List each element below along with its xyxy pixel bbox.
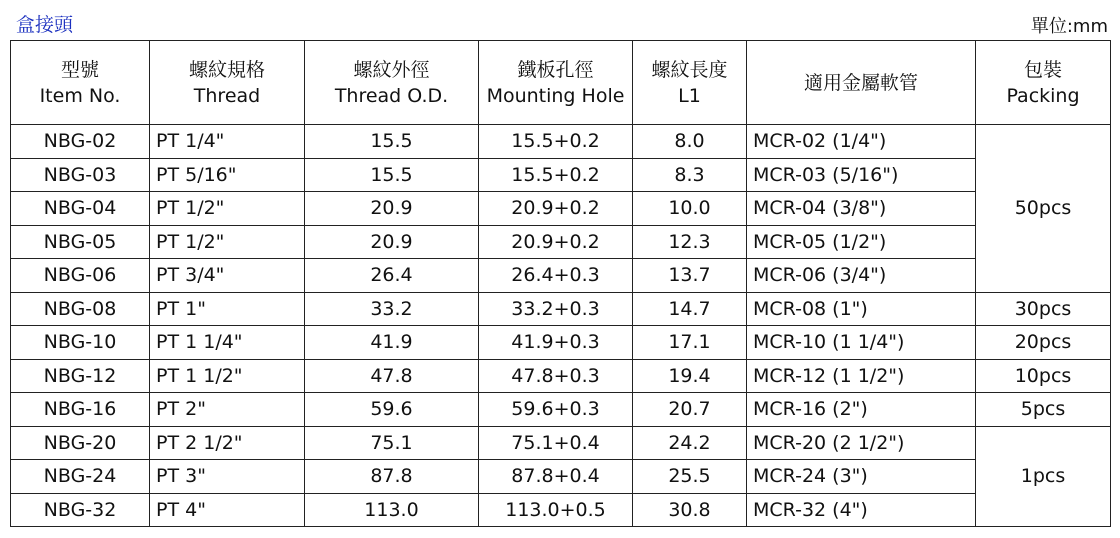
header-item-no-en: Item No. [39, 84, 121, 107]
unit-label: 單位:mm [1030, 16, 1108, 37]
cell-item-no: NBG-02 [11, 125, 150, 159]
cell-thread: PT 4" [150, 493, 305, 527]
header-packing-zh: 包裝 [1023, 58, 1062, 81]
cell-thread: PT 2 1/2" [150, 426, 305, 460]
table-row [11, 326, 1111, 360]
cell-l1: 14.7 [633, 292, 747, 326]
table-row [11, 460, 1111, 494]
cell-l1: 24.2 [633, 426, 747, 460]
table-row [11, 125, 1111, 159]
cell-thread: PT 2" [150, 393, 305, 427]
cell-l1: 8.3 [633, 158, 747, 192]
cell-thread-od: 15.5 [305, 125, 479, 159]
header-packing [976, 41, 1111, 125]
cell-item-no: NBG-16 [11, 393, 150, 427]
cell-hose: MCR-10 (1 1/4") [747, 326, 976, 360]
cell-thread-od: 20.9 [305, 225, 479, 259]
cell-l1: 10.0 [633, 192, 747, 226]
header-l1-zh: 螺紋長度 [651, 58, 728, 81]
cell-thread-od: 41.9 [305, 326, 479, 360]
cell-thread: PT 1" [150, 292, 305, 326]
cell-l1: 8.0 [633, 125, 747, 159]
table-row [11, 493, 1111, 527]
cell-mounting-hole: 113.0+0.5 [479, 493, 633, 527]
cell-mounting-hole: 87.8+0.4 [479, 460, 633, 494]
cell-item-no: NBG-06 [11, 259, 150, 293]
cell-thread-od: 20.9 [305, 192, 479, 226]
table-row [11, 359, 1111, 393]
cell-hose: MCR-20 (2 1/2") [747, 426, 976, 460]
cell-hose: MCR-24 (3") [747, 460, 976, 494]
cell-item-no: NBG-20 [11, 426, 150, 460]
cell-l1: 20.7 [633, 393, 747, 427]
table-row [11, 192, 1111, 226]
header-row [11, 41, 1111, 125]
cell-item-no: NBG-10 [11, 326, 150, 360]
header-thread-en: Thread [193, 84, 261, 107]
cell-thread-od: 15.5 [305, 158, 479, 192]
cell-packing: 20pcs [976, 326, 1111, 360]
cell-mounting-hole: 41.9+0.3 [479, 326, 633, 360]
cell-thread: PT 1 1/4" [150, 326, 305, 360]
header-packing-en: Packing [1006, 84, 1080, 107]
table-row [11, 292, 1111, 326]
cell-thread-od: 33.2 [305, 292, 479, 326]
cell-thread: PT 3" [150, 460, 305, 494]
cell-thread-od: 75.1 [305, 426, 479, 460]
cell-hose: MCR-32 (4") [747, 493, 976, 527]
cell-thread-od: 113.0 [305, 493, 479, 527]
header-hose-zh: 適用金屬軟管 [803, 71, 918, 94]
cell-l1: 25.5 [633, 460, 747, 494]
cell-mounting-hole: 59.6+0.3 [479, 393, 633, 427]
header-thread-od [305, 41, 479, 125]
cell-thread: PT 1 1/2" [150, 359, 305, 393]
cell-hose: MCR-08 (1") [747, 292, 976, 326]
cell-thread: PT 1/2" [150, 225, 305, 259]
header-mounting-hole-en: Mounting Hole [486, 84, 625, 107]
cell-thread: PT 1/4" [150, 125, 305, 159]
header-l1 [633, 41, 747, 125]
cell-thread-od: 26.4 [305, 259, 479, 293]
cell-item-no: NBG-04 [11, 192, 150, 226]
cell-thread: PT 1/2" [150, 192, 305, 226]
header-thread-zh: 螺紋規格 [188, 58, 265, 81]
cell-item-no: NBG-08 [11, 292, 150, 326]
cell-item-no: NBG-05 [11, 225, 150, 259]
cell-hose: MCR-03 (5/16") [747, 158, 976, 192]
cell-thread-od: 59.6 [305, 393, 479, 427]
cell-l1: 19.4 [633, 359, 747, 393]
table-row [11, 158, 1111, 192]
cell-l1: 30.8 [633, 493, 747, 527]
cell-hose: MCR-02 (1/4") [747, 125, 976, 159]
cell-hose: MCR-04 (3/8") [747, 192, 976, 226]
cell-packing: 10pcs [976, 359, 1111, 393]
header-thread [150, 41, 305, 125]
table-row [11, 426, 1111, 460]
cell-mounting-hole: 75.1+0.4 [479, 426, 633, 460]
cell-packing: 1pcs [976, 426, 1111, 527]
header-l1-en: L1 [678, 84, 701, 107]
page-title: 盒接頭 [16, 14, 74, 36]
cell-hose: MCR-12 (1 1/2") [747, 359, 976, 393]
header-thread-od-en: Thread O.D. [334, 84, 449, 107]
cell-l1: 12.3 [633, 225, 747, 259]
table-row [11, 393, 1111, 427]
cell-l1: 13.7 [633, 259, 747, 293]
cell-mounting-hole: 47.8+0.3 [479, 359, 633, 393]
cell-packing: 30pcs [976, 292, 1111, 326]
cell-mounting-hole: 20.9+0.2 [479, 192, 633, 226]
cell-packing: 50pcs [976, 125, 1111, 293]
cell-thread-od: 47.8 [305, 359, 479, 393]
cell-mounting-hole: 20.9+0.2 [479, 225, 633, 259]
spec-table [10, 40, 1111, 527]
header-hose [747, 41, 976, 125]
cell-l1: 17.1 [633, 326, 747, 360]
header-thread-od-zh: 螺紋外徑 [353, 58, 430, 81]
table-body [11, 125, 1111, 527]
cell-mounting-hole: 15.5+0.2 [479, 125, 633, 159]
cell-mounting-hole: 33.2+0.3 [479, 292, 633, 326]
cell-packing: 5pcs [976, 393, 1111, 427]
cell-thread: PT 5/16" [150, 158, 305, 192]
cell-item-no: NBG-03 [11, 158, 150, 192]
cell-hose: MCR-05 (1/2") [747, 225, 976, 259]
cell-hose: MCR-06 (3/4") [747, 259, 976, 293]
table-row [11, 259, 1111, 293]
header-mounting-hole-zh: 鐵板孔徑 [517, 58, 594, 81]
cell-thread: PT 3/4" [150, 259, 305, 293]
header-item-no-zh: 型號 [60, 58, 99, 81]
cell-item-no: NBG-24 [11, 460, 150, 494]
header-item-no [11, 41, 150, 125]
cell-hose: MCR-16 (2") [747, 393, 976, 427]
cell-mounting-hole: 26.4+0.3 [479, 259, 633, 293]
header-mounting-hole [479, 41, 633, 125]
cell-item-no: NBG-12 [11, 359, 150, 393]
cell-thread-od: 87.8 [305, 460, 479, 494]
table-row [11, 225, 1111, 259]
cell-mounting-hole: 15.5+0.2 [479, 158, 633, 192]
cell-item-no: NBG-32 [11, 493, 150, 527]
